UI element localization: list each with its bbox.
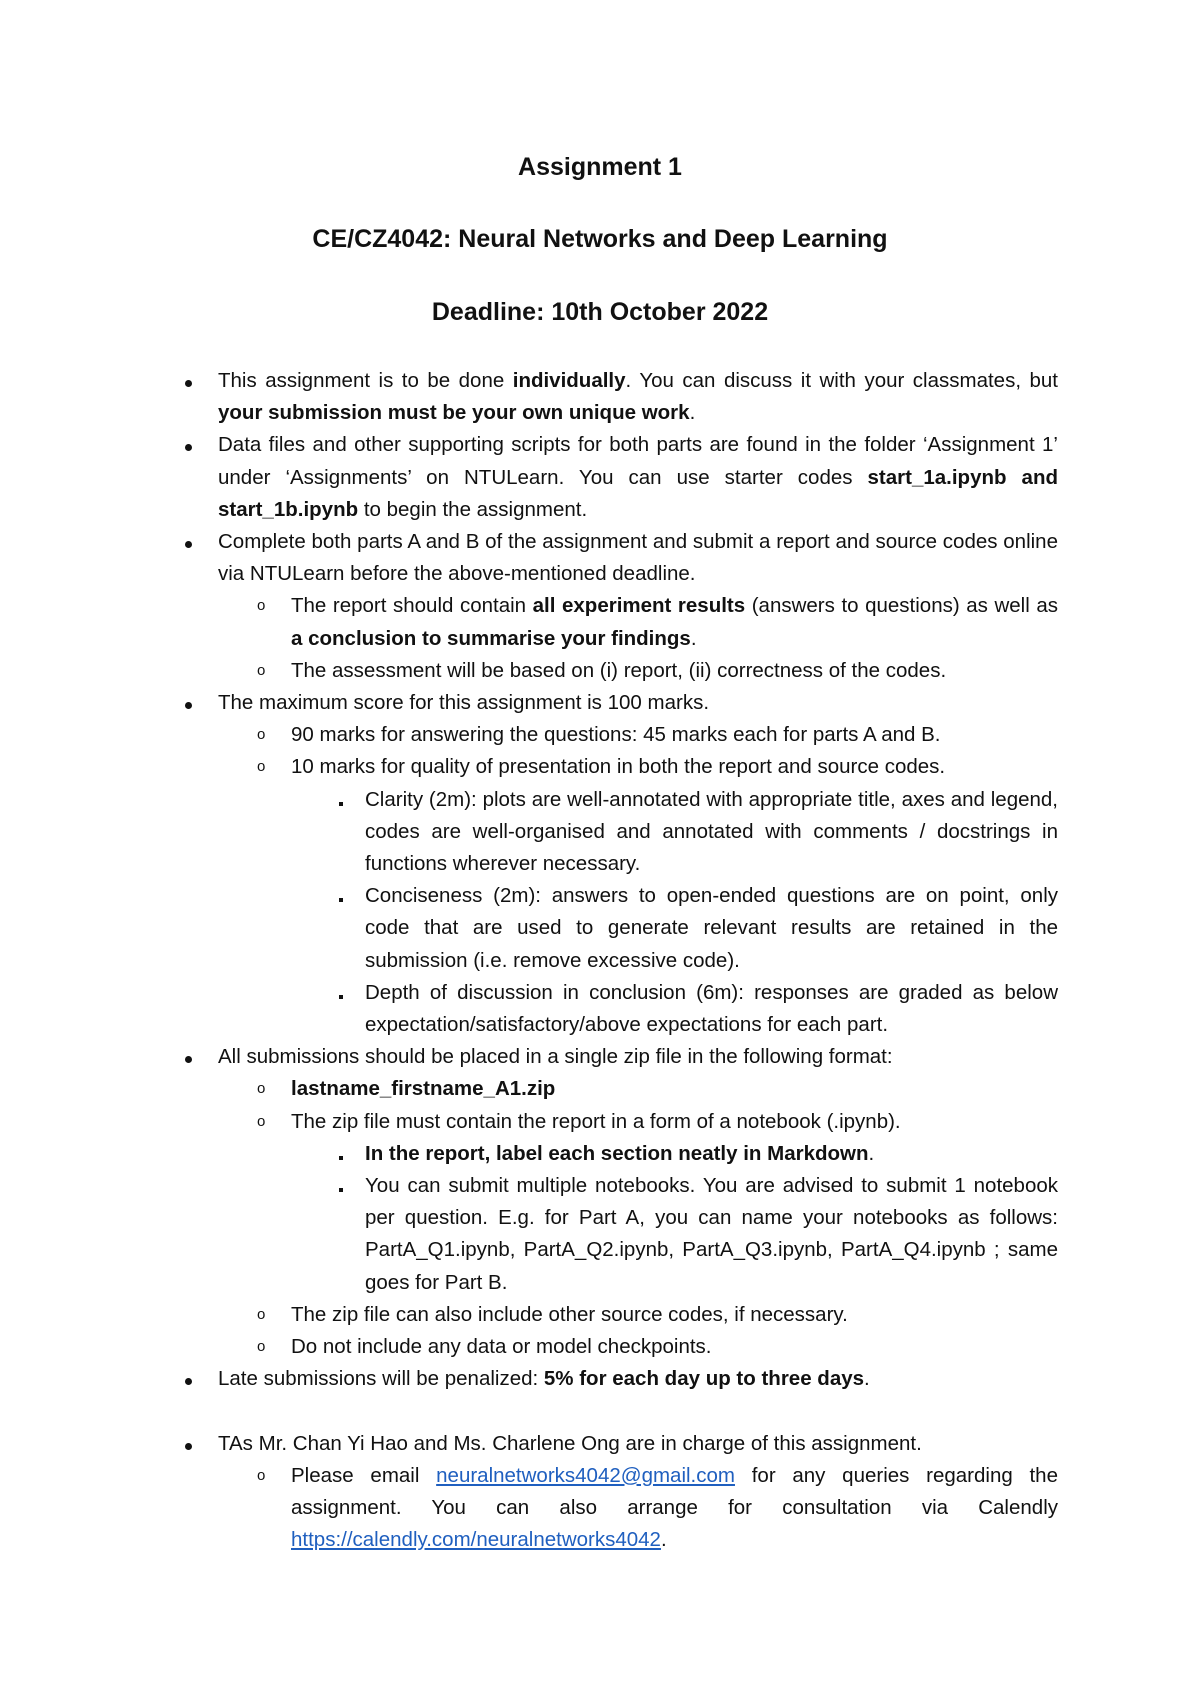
- list-item-data-files: Data files and other supporting scripts for both parts are found in the folder ‘Assignment 1’ under ‘Assignments’ on NTULearn. You can use starter codes start_1a.ipynb and start_1b.ipynb to begin the assignment.: [218, 429, 1058, 526]
- square-bullet-icon: [339, 880, 343, 912]
- bullet-icon: [185, 365, 192, 397]
- bullet-icon: [185, 526, 192, 558]
- list-item-markdown: In the report, label each section neatly in Markdown.: [365, 1138, 1058, 1170]
- circle-bullet-icon: o: [257, 758, 266, 776]
- circle-bullet-icon: o: [257, 597, 266, 615]
- square-bullet-icon: [339, 784, 343, 816]
- bullet-icon: [185, 1363, 192, 1395]
- instructions-list: [0, 365, 1200, 1556]
- list-item-multiple-notebooks: You can submit multiple notebooks. You are advised to submit 1 notebook per question. E.g. for Part A, you can name your notebooks as follows: PartA_Q1.ipynb, PartA_Q2.ipynb, PartA_Q3.ipynb, PartA_Q4.ipynb ; same goes for Part B.: [365, 1170, 1058, 1299]
- bullet-icon: [185, 1428, 192, 1460]
- list-item-report-contents: o The report should contain all experiment results (answers to questions) as well as a conclusion to summarise your findings.: [291, 590, 1058, 654]
- bullet-icon: [185, 687, 192, 719]
- square-bullet-icon: [339, 1170, 343, 1202]
- list-item-depth: Depth of discussion in conclusion (6m): responses are graded as below expectation/satisfactory/above expectations for each part.: [365, 977, 1058, 1041]
- circle-bullet-icon: o: [257, 661, 266, 679]
- circle-bullet-icon: o: [257, 1338, 266, 1356]
- list-item-conciseness: Conciseness (2m): answers to open-ended questions are on point, only code that are used to generate relevant results are retained in the submission (i.e. remove excessive code).: [365, 880, 1058, 977]
- list-item-90-marks: o 90 marks for answering the questions: 45 marks each for parts A and B.: [291, 719, 1058, 751]
- deadline-title: Deadline: 10th October 2022: [431, 298, 769, 326]
- square-bullet-icon: [339, 1138, 343, 1170]
- list-item-no-data: o Do not include any data or model checkpoints.: [291, 1331, 1058, 1363]
- list-item-max-score: The maximum score for this assignment is 100 marks.: [218, 687, 1058, 719]
- list-item-contact: o Please email neuralnetworks4042@gmail.com for any queries regarding the assignment. You can also arrange for consultation via Calendly https://calendly.com/neuralnetworks4042.: [291, 1460, 1058, 1557]
- list-item-10-marks: o 10 marks for quality of presentation in both the report and source codes.: [291, 751, 1058, 783]
- circle-bullet-icon: o: [257, 1305, 266, 1323]
- list-item-clarity: Clarity (2m): plots are well-annotated with appropriate title, axes and legend, codes are well-organised and annotated with comments / docstrings in functions wherever necessary.: [365, 784, 1058, 881]
- circle-bullet-icon: o: [257, 1466, 266, 1484]
- square-bullet-icon: [339, 977, 343, 1009]
- course-title: CE/CZ4042: Neural Networks and Deep Learning: [312, 225, 888, 253]
- page-title: Assignment 1: [518, 153, 682, 181]
- list-item-individual: This assignment is to be done individually. You can discuss it with your classmates, but your submission must be your own unique work.: [218, 365, 1058, 429]
- list-item-complete-parts: Complete both parts A and B of the assignment and submit a report and source codes online via NTULearn before the above-mentioned deadline.: [218, 526, 1058, 590]
- spacer: [0, 1396, 1200, 1428]
- calendly-link[interactable]: https://calendly.com/neuralnetworks4042: [291, 1528, 661, 1552]
- list-item-tas: TAs Mr. Chan Yi Hao and Ms. Charlene Ong are in charge of this assignment.: [218, 1428, 1058, 1460]
- list-item-notebook: o The zip file must contain the report in a form of a notebook (.ipynb).: [291, 1106, 1058, 1138]
- circle-bullet-icon: o: [257, 726, 266, 744]
- list-item-zip-format: All submissions should be placed in a single zip file in the following format:: [218, 1041, 1058, 1073]
- circle-bullet-icon: o: [257, 1112, 266, 1130]
- list-item-zip-name: o lastname_firstname_A1.zip: [291, 1073, 1058, 1105]
- bullet-icon: [185, 429, 192, 461]
- bullet-icon: [185, 1041, 192, 1073]
- list-item-late-submissions: Late submissions will be penalized: 5% for each day up to three days.: [218, 1363, 1058, 1395]
- list-item-source-codes: o The zip file can also include other source codes, if necessary.: [291, 1299, 1058, 1331]
- circle-bullet-icon: o: [257, 1080, 266, 1098]
- email-link[interactable]: neuralnetworks4042@gmail.com: [436, 1463, 735, 1487]
- list-item-assessment: o The assessment will be based on (i) report, (ii) correctness of the codes.: [291, 655, 1058, 687]
